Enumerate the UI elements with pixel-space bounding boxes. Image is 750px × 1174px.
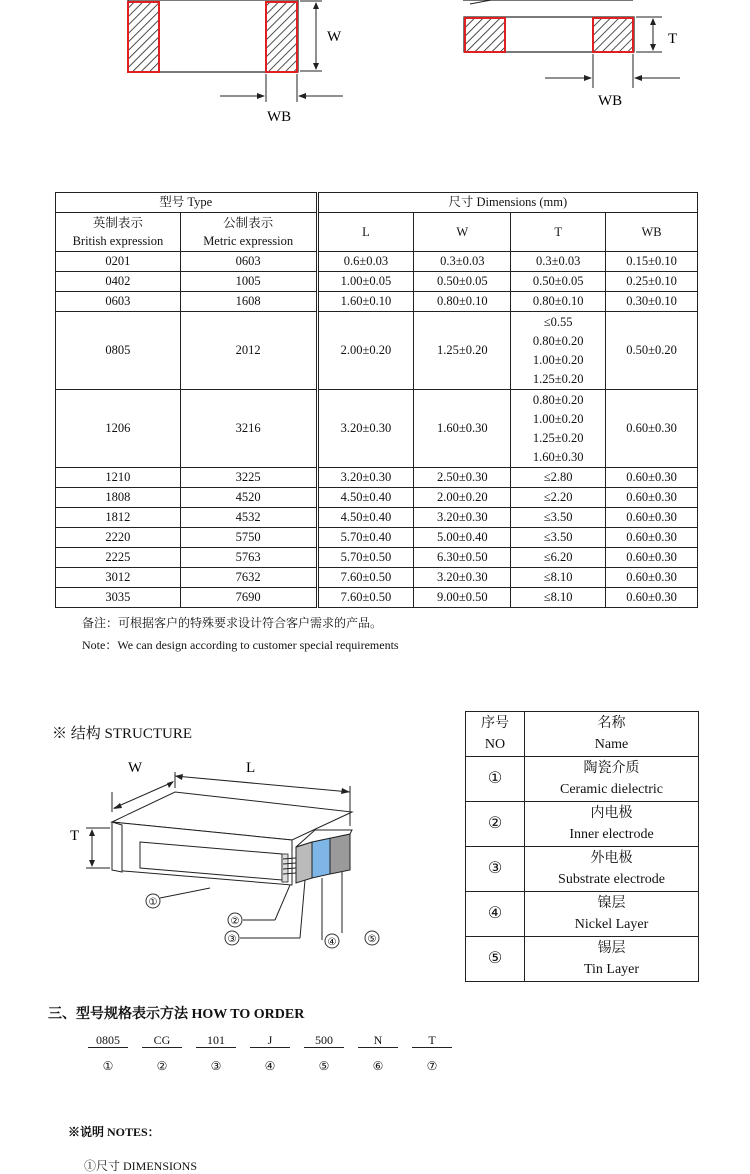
cell-W: 2.00±0.20 — [414, 488, 511, 508]
legend-name-cn: 镍层 — [597, 896, 626, 911]
cell-T-value: ≤3.50 — [543, 530, 573, 544]
cell-british: 1210 — [56, 468, 181, 488]
cell-metric: 4532 — [180, 508, 317, 528]
order-code-number: ⑤ — [318, 1059, 330, 1073]
order-code-number: ⑥ — [372, 1059, 384, 1073]
legend-name-en: Tin Layer — [583, 962, 640, 977]
legend-no-value: ① — [487, 770, 503, 787]
cell-metric: 5763 — [180, 548, 317, 568]
legend-row — [466, 757, 699, 802]
cell-T-value: ≤2.20 — [543, 490, 573, 504]
cell-WB: 0.60±0.30 — [606, 468, 698, 488]
cell-T — [511, 468, 606, 488]
cell-W: 6.30±0.50 — [414, 548, 511, 568]
cell-L: 0.6±0.03 — [317, 252, 414, 272]
layer-substrate — [296, 842, 312, 883]
cell-W: 2.50±0.30 — [414, 468, 511, 488]
cell-WB: 0.60±0.30 — [606, 588, 698, 608]
order-code-number: ③ — [210, 1059, 222, 1073]
callout-5: ⑤ — [367, 934, 377, 945]
cell-T — [511, 588, 606, 608]
cell-WB: 0.60±0.30 — [606, 528, 698, 548]
order-code: J — [250, 1033, 290, 1048]
cell-WB: 0.25±0.10 — [606, 272, 698, 292]
layer-tin — [330, 834, 350, 874]
callout-4: ④ — [327, 937, 337, 948]
legend-name-cn: 陶瓷介质 — [583, 761, 640, 776]
table-row — [56, 468, 698, 488]
legend-no — [466, 802, 525, 847]
cell-T-value: 1.25±0.20 — [532, 430, 584, 445]
col-WB: WB — [606, 213, 698, 252]
cell-metric: 1608 — [180, 292, 317, 312]
note-cn: 备注：可根据客户的特殊要求设计符合客户需求的产品。 — [82, 616, 383, 630]
notes-title: ※说明 NOTES： — [68, 1125, 160, 1139]
cell-british: 0805 — [56, 312, 181, 390]
order-code: T — [412, 1033, 452, 1048]
legend-header-name-cn: 名称 — [597, 716, 626, 731]
cell-W: 0.3±0.03 — [414, 252, 511, 272]
cell-WB: 0.50±0.20 — [606, 312, 698, 390]
wb-label-right: WB — [598, 93, 623, 109]
cell-L: 3.20±0.30 — [317, 390, 414, 468]
chip-side-view — [463, 0, 680, 109]
cell-T — [511, 390, 606, 468]
cell-T — [511, 488, 606, 508]
col-metric-cn: 公制表示 — [223, 216, 274, 230]
order-code-number: ⑦ — [426, 1059, 438, 1073]
col-british — [56, 213, 181, 252]
legend-row — [466, 937, 699, 982]
legend-no-value: ③ — [487, 860, 503, 877]
cell-T — [511, 272, 606, 292]
legend-no-value: ② — [487, 815, 503, 832]
col-W: W — [414, 213, 511, 252]
cell-T-value: 1.25±0.20 — [532, 371, 584, 386]
cell-T-value: 0.50±0.05 — [532, 274, 584, 288]
cell-WB: 0.60±0.30 — [606, 488, 698, 508]
cell-W: 3.20±0.30 — [414, 568, 511, 588]
col-L: L — [317, 213, 414, 252]
cell-british: 3012 — [56, 568, 181, 588]
col-metric — [180, 213, 317, 252]
order-code-row — [88, 1033, 468, 1083]
cell-W: 0.80±0.10 — [414, 292, 511, 312]
structure-diagram — [60, 750, 377, 955]
callout-1: ① — [148, 897, 158, 908]
cell-L: 1.60±0.10 — [317, 292, 414, 312]
order-code: 0805 — [88, 1033, 128, 1048]
order-code: CG — [142, 1033, 182, 1048]
cell-T — [511, 292, 606, 312]
order-code: 500 — [304, 1033, 344, 1048]
callout-3: ③ — [227, 934, 237, 945]
cell-metric: 3225 — [180, 468, 317, 488]
dimensions-table — [55, 192, 698, 608]
legend-row — [466, 892, 699, 937]
cell-L: 7.60±0.50 — [317, 568, 414, 588]
cell-WB: 0.15±0.10 — [606, 252, 698, 272]
table-row — [56, 548, 698, 568]
cell-british: 1812 — [56, 508, 181, 528]
order-code-number: ① — [102, 1059, 114, 1073]
t-label: T — [668, 31, 678, 47]
left-terminal-hatch — [128, 2, 159, 72]
legend-name — [525, 937, 699, 982]
legend-row — [466, 847, 699, 892]
table-row — [56, 272, 698, 292]
cell-T-value: ≤8.10 — [543, 590, 573, 604]
cell-british: 0201 — [56, 252, 181, 272]
legend-name-en: Ceramic dielectric — [560, 782, 663, 797]
order-title: 三、型号规格表示方法 HOW TO ORDER — [48, 1007, 305, 1022]
legend-name-cn: 外电极 — [590, 851, 633, 866]
cell-L: 4.50±0.40 — [317, 508, 414, 528]
struct-l-label: L — [246, 760, 256, 776]
cell-T — [511, 528, 606, 548]
note-en: Note：We can design according to customer special requirements — [82, 638, 399, 652]
table-row — [56, 568, 698, 588]
col-T: T — [511, 213, 606, 252]
cell-T — [511, 508, 606, 528]
legend-name — [525, 802, 699, 847]
legend-header-name-en: Name — [594, 737, 629, 752]
cell-metric: 5750 — [180, 528, 317, 548]
cell-T-value: ≤8.10 — [543, 570, 573, 584]
cell-T — [511, 568, 606, 588]
struct-w-label: W — [128, 760, 143, 776]
legend-name-en: Inner electrode — [569, 827, 654, 842]
cell-T — [511, 312, 606, 390]
cell-W: 3.20±0.30 — [414, 508, 511, 528]
right-terminal-hatch — [266, 2, 297, 72]
legend-header-name — [525, 712, 699, 757]
legend-name — [525, 847, 699, 892]
cell-T-value: ≤6.20 — [543, 550, 573, 564]
cell-british: 3035 — [56, 588, 181, 608]
legend-no-value: ⑤ — [487, 950, 503, 967]
cell-metric: 7632 — [180, 568, 317, 588]
cell-british: 0402 — [56, 272, 181, 292]
cell-W: 0.50±0.05 — [414, 272, 511, 292]
legend-no — [466, 757, 525, 802]
cell-british: 1808 — [56, 488, 181, 508]
wb-label: WB — [267, 109, 292, 125]
col-british-cn: 英制表示 — [92, 216, 143, 230]
table-row — [56, 488, 698, 508]
order-code: 101 — [196, 1033, 236, 1048]
header-type: 型号 Type — [56, 193, 318, 213]
cell-T-value: 0.80±0.10 — [532, 294, 584, 308]
cell-british: 1206 — [56, 390, 181, 468]
cell-metric: 4520 — [180, 488, 317, 508]
legend-row — [466, 802, 699, 847]
cell-T — [511, 252, 606, 272]
cell-L: 5.70±0.50 — [317, 548, 414, 568]
legend-header-no-cn: 序号 — [481, 716, 509, 731]
legend-body — [466, 757, 699, 982]
structure-title: ※ 结构 STRUCTURE — [52, 726, 193, 742]
cell-L: 3.20±0.30 — [317, 468, 414, 488]
callout-2: ② — [230, 916, 240, 927]
cell-WB: 0.30±0.10 — [606, 292, 698, 312]
legend-header-no — [466, 712, 525, 757]
cell-british: 2220 — [56, 528, 181, 548]
cell-L: 1.00±0.05 — [317, 272, 414, 292]
cell-WB: 0.60±0.30 — [606, 548, 698, 568]
cell-W: 5.00±0.40 — [414, 528, 511, 548]
cell-W: 1.25±0.20 — [414, 312, 511, 390]
cell-WB: 0.60±0.30 — [606, 390, 698, 468]
cell-metric: 2012 — [180, 312, 317, 390]
table-row — [56, 312, 698, 390]
dimensions-table-body — [56, 252, 698, 608]
cell-L: 4.50±0.40 — [317, 488, 414, 508]
legend-no — [466, 892, 525, 937]
cell-WB: 0.60±0.30 — [606, 568, 698, 588]
cell-T-value: 0.80±0.20 — [532, 333, 584, 348]
cell-T-value: 0.80±0.20 — [532, 392, 584, 407]
cell-T-value: 1.00±0.20 — [532, 352, 584, 367]
cell-T-value: 1.00±0.20 — [532, 411, 584, 426]
cell-metric: 1005 — [180, 272, 317, 292]
struct-t-label: T — [70, 828, 80, 844]
cell-WB: 0.60±0.30 — [606, 508, 698, 528]
cell-W: 1.60±0.30 — [414, 390, 511, 468]
structure-legend-table — [465, 711, 699, 982]
cell-metric: 0603 — [180, 252, 317, 272]
table-row — [56, 292, 698, 312]
cell-L: 2.00±0.20 — [317, 312, 414, 390]
legend-name-en: Nickel Layer — [574, 917, 649, 932]
order-code-number: ④ — [264, 1059, 276, 1073]
table-row — [56, 528, 698, 548]
chip-top-view — [128, 0, 343, 125]
header-dimensions: 尺寸 Dimensions (mm) — [317, 193, 697, 213]
cell-L: 5.70±0.40 — [317, 528, 414, 548]
cell-metric: 3216 — [180, 390, 317, 468]
legend-name-cn: 锡层 — [597, 941, 626, 956]
cell-british: 0603 — [56, 292, 181, 312]
table-row — [56, 588, 698, 608]
cell-british: 2225 — [56, 548, 181, 568]
table-row — [56, 390, 698, 468]
cell-T-value: ≤2.80 — [543, 470, 573, 484]
notes-dimensions: ①尺寸 DIMENSIONS — [84, 1159, 198, 1173]
cell-T-value: ≤0.55 — [543, 314, 573, 329]
top-dimension-diagrams — [0, 0, 750, 130]
cell-W: 9.00±0.50 — [414, 588, 511, 608]
legend-header-no-en: NO — [484, 737, 506, 752]
legend-name-cn: 内电极 — [590, 806, 633, 821]
cell-T-value: 1.60±0.30 — [532, 449, 584, 464]
legend-no — [466, 847, 525, 892]
cell-T — [511, 548, 606, 568]
table-row — [56, 508, 698, 528]
order-code-number: ② — [156, 1059, 168, 1073]
order-code: N — [358, 1033, 398, 1048]
table-row — [56, 252, 698, 272]
legend-name — [525, 757, 699, 802]
col-metric-en: Metric expression — [203, 234, 294, 248]
cell-metric: 7690 — [180, 588, 317, 608]
legend-name-en: Substrate electrode — [558, 872, 665, 887]
cell-T-value: 0.3±0.03 — [535, 254, 581, 268]
legend-no-value: ④ — [487, 905, 503, 922]
col-british-en: British expression — [72, 234, 164, 248]
w-label: W — [327, 29, 342, 45]
cell-L: 7.60±0.50 — [317, 588, 414, 608]
legend-no — [466, 937, 525, 982]
cell-T-value: ≤3.50 — [543, 510, 573, 524]
legend-name — [525, 892, 699, 937]
layer-nickel — [312, 838, 330, 878]
